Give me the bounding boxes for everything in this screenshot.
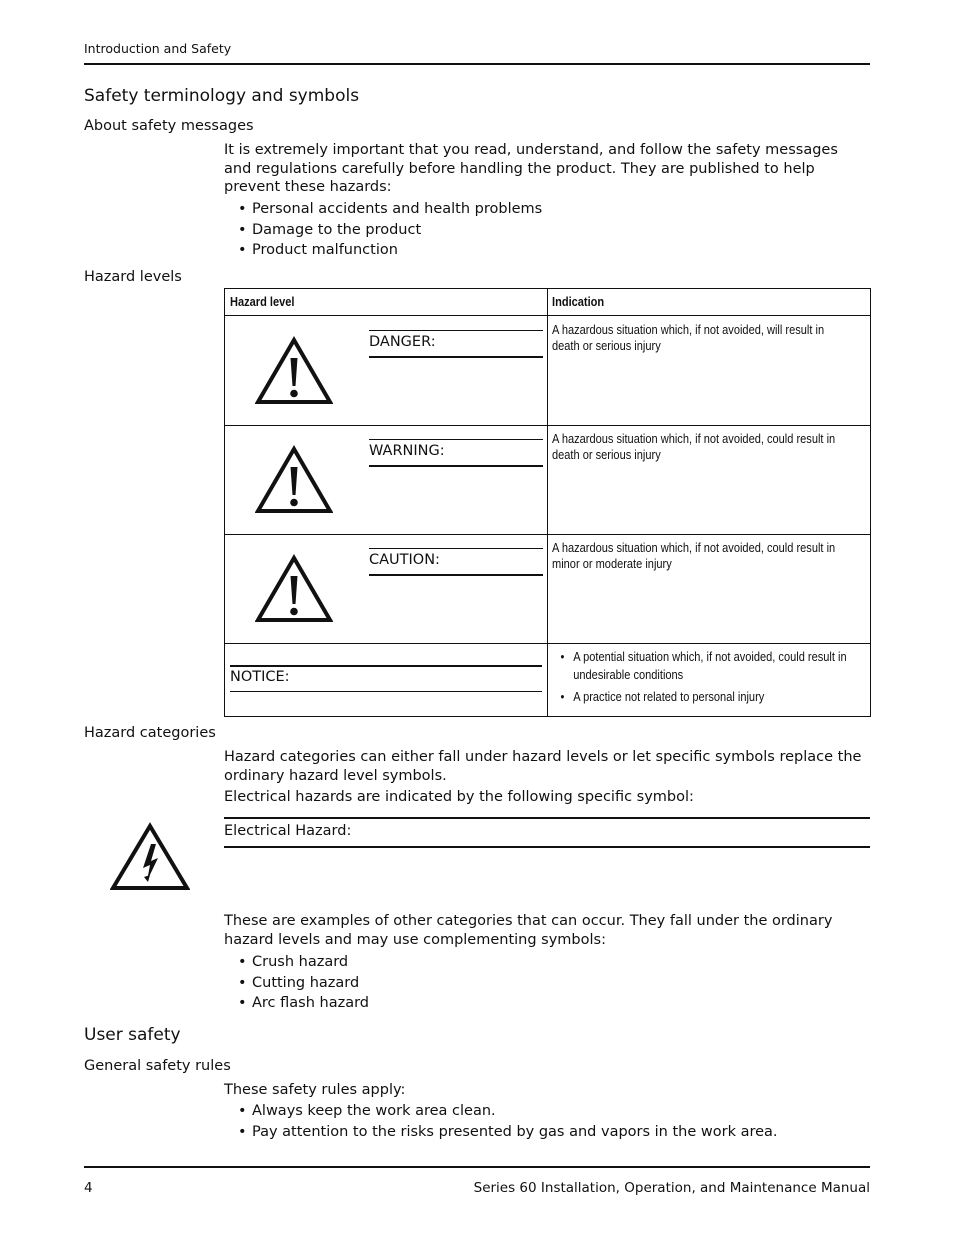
signal-word-electrical-hazard: Electrical Hazard:: [224, 823, 352, 839]
indication-caution: A hazardous situation which, if not avoided, could result in minor or moderate injury: [552, 540, 836, 571]
footer-rule: [84, 1166, 870, 1168]
section-title-safety-terminology: Safety terminology and symbols: [84, 86, 360, 106]
table-row-warning: WARNING:: [225, 426, 547, 534]
list-item: • Cutting hazard: [224, 973, 864, 994]
section-title-user-safety: User safety: [84, 1025, 181, 1045]
list-item: • Damage to the product: [224, 220, 864, 241]
electrical-label-bottom-rule: [224, 846, 870, 848]
categories-list: [224, 952, 864, 1014]
list-item: • A practice not related to personal injury: [552, 688, 858, 706]
list-item: • A potential situation which, if not avoided, could result in undesirable conditions: [552, 648, 858, 684]
electrical-intro-paragraph: Electrical hazards are indicated by the following specific symbol:: [224, 789, 694, 805]
warning-triangle-icon: [255, 445, 333, 515]
electrical-label-top-rule: [224, 817, 870, 819]
about-intro-paragraph: It is extremely important that you read, understand, and follow the safety messages and regulations carefully before handling the product. They are published to help prevent these hazards:: [224, 142, 838, 195]
list-item: • Crush hazard: [224, 952, 864, 973]
subheading-hazard-levels: Hazard levels: [84, 269, 182, 285]
manual-title: Series 60 Installation, Operation, and Maintenance Manual: [473, 1180, 870, 1196]
other-categories-paragraph: These are examples of other categories that can occur. They fall under the ordinary hazard levels and may use complementing symbols:: [224, 913, 833, 948]
hazard-categories-paragraph: Hazard categories can either fall under hazard levels or let specific symbols replace the ordinary hazard level symbols.: [224, 749, 862, 784]
general-rules-list: [224, 1101, 864, 1142]
list-item: • Product malfunction: [224, 240, 864, 261]
header-rule: [84, 63, 870, 65]
table-row-caution: CAUTION:: [225, 535, 547, 643]
electrical-hazard-icon: [110, 822, 190, 892]
signal-word-notice: NOTICE:: [230, 665, 542, 693]
subheading-about-safety-messages: About safety messages: [84, 118, 254, 134]
subheading-hazard-categories: Hazard categories: [84, 725, 216, 741]
list-item: • Personal accidents and health problems: [224, 199, 864, 220]
indication-warning: A hazardous situation which, if not avoided, could result in death or serious injury: [552, 431, 836, 462]
running-head: Introduction and Safety: [84, 41, 232, 56]
hazard-levels-table: [224, 288, 871, 717]
notice-indication-list: [552, 648, 858, 706]
page-number: 4: [84, 1180, 93, 1196]
list-item: • Arc flash hazard: [224, 993, 864, 1014]
table-row-danger: DANGER:: [225, 316, 547, 425]
indication-danger: A hazardous situation which, if not avoided, will result in death or serious injury: [552, 322, 825, 353]
general-rules-intro: These safety rules apply:: [224, 1082, 406, 1098]
hazard-list: [224, 199, 864, 261]
column-header-hazard-level: Hazard level: [230, 294, 295, 309]
column-header-indication: Indication: [552, 294, 605, 309]
warning-triangle-icon: [255, 554, 333, 624]
list-item: • Always keep the work area clean.: [224, 1101, 864, 1122]
subheading-general-safety-rules: General safety rules: [84, 1058, 231, 1074]
warning-triangle-icon: [255, 336, 333, 406]
list-item: • Pay attention to the risks presented by gas and vapors in the work area.: [224, 1122, 864, 1143]
